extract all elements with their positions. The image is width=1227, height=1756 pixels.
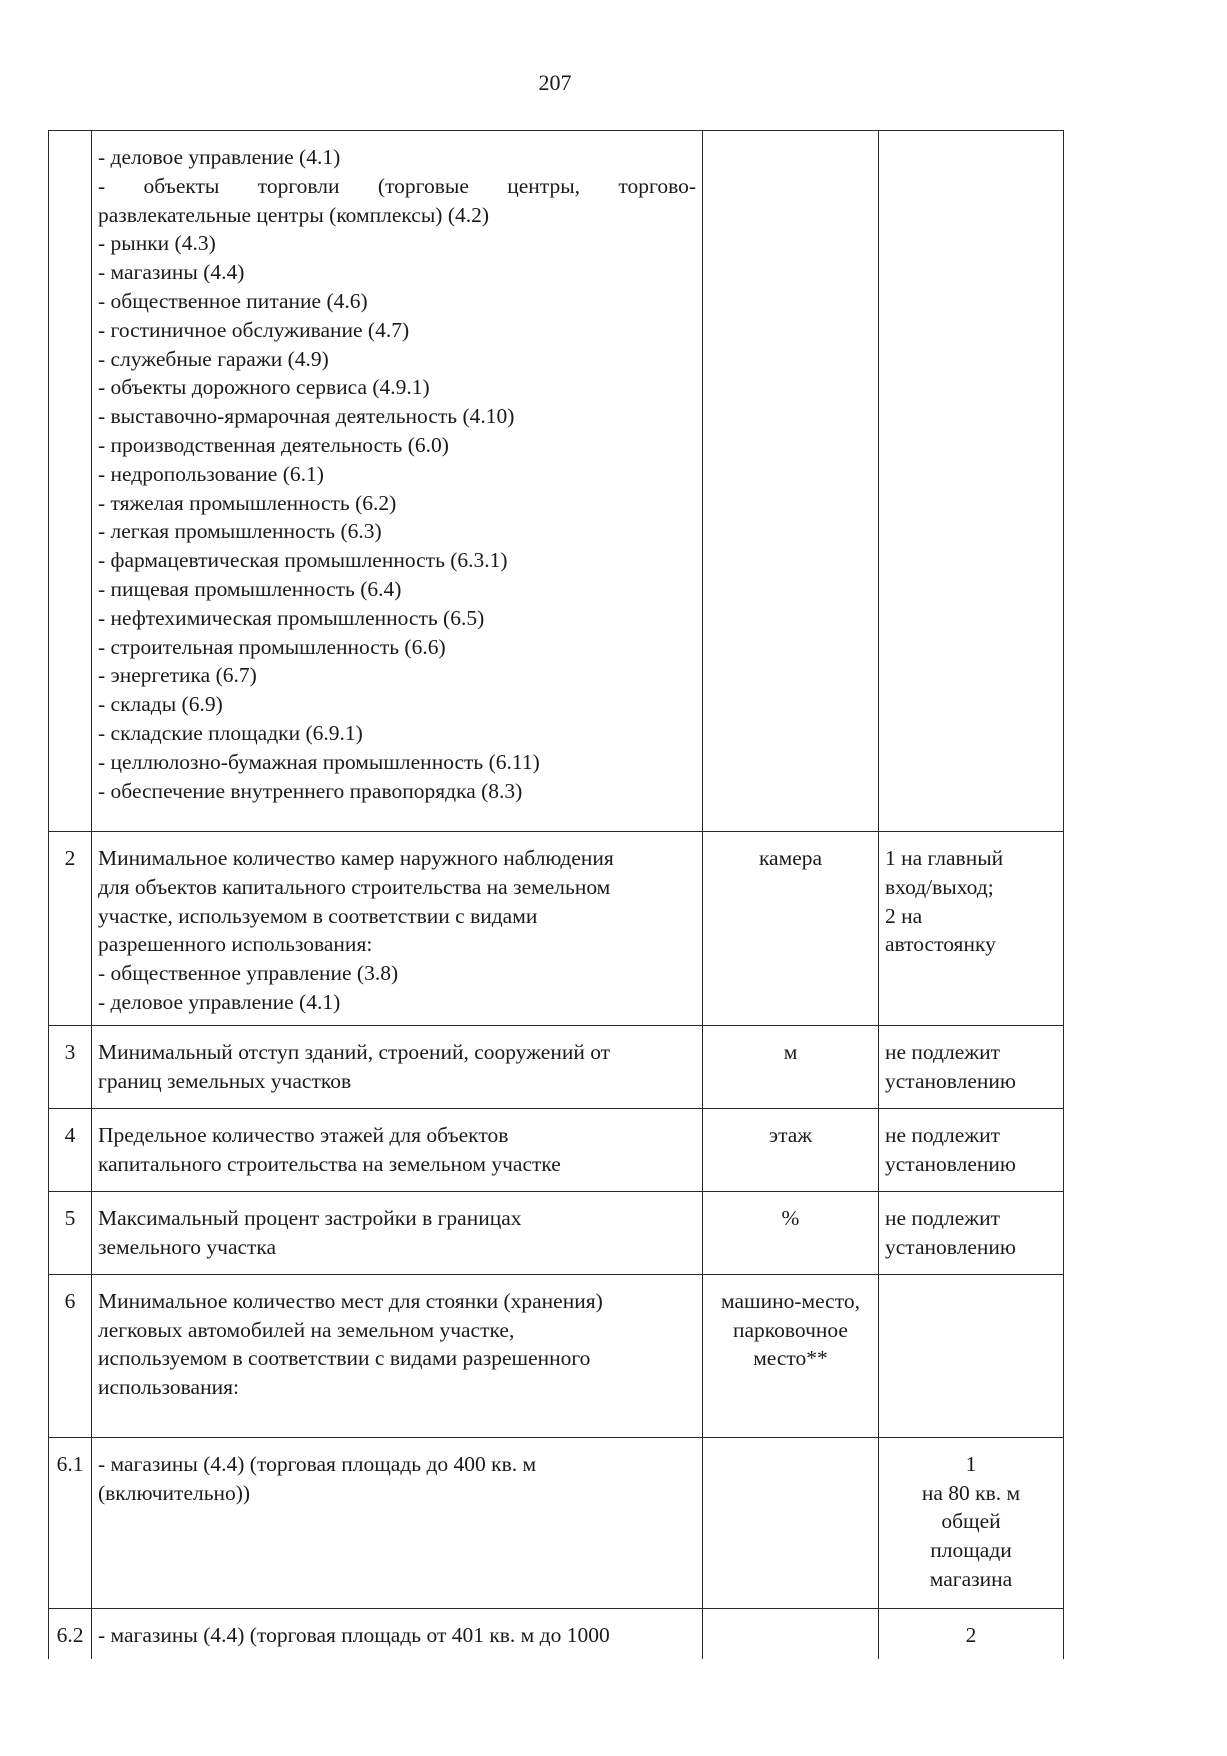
list-item: - гостиничное обслуживание (4.7) — [98, 317, 410, 342]
row-description — [92, 1191, 703, 1274]
row-unit: м — [703, 1025, 879, 1108]
row-unit — [703, 1437, 879, 1608]
description-line: Минимальный отступ зданий, строений, сооружений от — [98, 1039, 611, 1064]
list-item: - строительная промышленность (6.6) — [98, 634, 446, 659]
row-number: 6 — [49, 1274, 92, 1437]
table-row — [49, 1608, 1064, 1659]
row-number: 6.2 — [49, 1608, 92, 1659]
row-value — [879, 1608, 1064, 1659]
list-item: - легкая промышленность (6.3) — [98, 519, 382, 544]
list-item: - обеспечение внутреннего правопорядка (8.3) — [98, 778, 523, 803]
description-line: - магазины (4.4) (торговая площадь от 401 кв. м до 1000 — [98, 1622, 610, 1647]
description-line: Предельное количество этажей для объектов — [98, 1122, 509, 1147]
value-line: установлению — [885, 1151, 1016, 1176]
list-item: - целлюлозно-бумажная промышленность (6.11) — [98, 749, 540, 774]
table-row — [49, 1274, 1064, 1437]
value-line: автостоянку — [885, 932, 996, 957]
table-row — [49, 131, 1064, 832]
unit-line: место** — [753, 1346, 828, 1371]
row-value — [879, 1108, 1064, 1191]
table-row — [49, 1025, 1064, 1108]
row-description — [92, 832, 703, 1026]
description-line: используемом в соответствии с видами разрешенного — [98, 1346, 591, 1371]
row-number: 3 — [49, 1025, 92, 1108]
row-number: 6.1 — [49, 1437, 92, 1608]
list-item: развлекательные центры (комплексы) (4.2) — [98, 202, 490, 227]
value-line: вход/выход; — [885, 874, 994, 899]
list-item: - производственная деятельность (6.0) — [98, 432, 449, 457]
value-line: на 80 кв. м — [921, 1480, 1021, 1505]
list-item: - склады (6.9) — [98, 692, 223, 717]
list-item: - выставочно-ярмарочная деятельность (4.10) — [98, 404, 515, 429]
row-number: 5 — [49, 1191, 92, 1274]
row-description — [92, 1608, 703, 1659]
description-line: разрешенного использования: — [98, 932, 373, 957]
value-line: не подлежит — [885, 1122, 1001, 1147]
list-item: - энергетика (6.7) — [98, 663, 257, 688]
regulations-table — [48, 130, 1064, 1659]
description-line: Минимальное количество камер наружного наблюдения — [98, 846, 614, 870]
description-line: границ земельных участков — [98, 1068, 352, 1093]
description-line: - общественное управление (3.8) — [98, 961, 399, 986]
row-value — [879, 1191, 1064, 1274]
row-unit: % — [703, 1191, 879, 1274]
row-unit — [703, 131, 879, 832]
row-description — [92, 1274, 703, 1437]
value-line: 1 — [965, 1451, 977, 1476]
table-row — [49, 1191, 1064, 1274]
row-description — [92, 131, 703, 832]
list-item: - складские площадки (6.9.1) — [98, 720, 363, 745]
description-line: Максимальный процент застройки в границах — [98, 1205, 522, 1230]
description-line: (включительно)) — [98, 1480, 251, 1505]
row-value — [879, 1437, 1064, 1608]
value-line: магазина — [929, 1566, 1013, 1591]
description-line: - магазины (4.4) (торговая площадь до 400 кв. м — [98, 1451, 537, 1476]
row-value — [879, 1274, 1064, 1437]
list-item: - пищевая промышленность (6.4) — [98, 576, 402, 601]
row-number: 4 — [49, 1108, 92, 1191]
value-line: общей — [941, 1509, 1001, 1534]
value-line: установлению — [885, 1068, 1016, 1093]
list-item: - деловое управление (4.1) — [98, 145, 341, 169]
row-description — [92, 1108, 703, 1191]
list-item: - общественное питание (4.6) — [98, 288, 368, 313]
description-line: земельного участка — [98, 1234, 277, 1259]
unit-line: парковочное — [733, 1317, 848, 1342]
row-description — [92, 1025, 703, 1108]
list-item: - объекты дорожного сервиса (4.9.1) — [98, 375, 430, 400]
row-unit — [703, 1274, 879, 1437]
list-item: - рынки (4.3) — [98, 231, 216, 256]
description-line: для объектов капитального строительства на земельном — [98, 874, 611, 899]
table-row — [49, 1437, 1064, 1608]
row-number: 2 — [49, 832, 92, 1026]
row-description — [92, 1437, 703, 1608]
value-line: площади — [930, 1538, 1012, 1563]
row-unit: этаж — [703, 1108, 879, 1191]
row-unit — [703, 1608, 879, 1659]
table-row — [49, 832, 1064, 1026]
value-line: не подлежит — [885, 1039, 1001, 1064]
list-item: - служебные гаражи (4.9) — [98, 346, 329, 371]
row-value — [879, 832, 1064, 1026]
description-line: - деловое управление (4.1) — [98, 989, 341, 1014]
description-line: использования: — [98, 1375, 239, 1400]
description-line: участке, используемом в соответствии с видами — [98, 903, 538, 928]
value-line: 2 на — [885, 903, 923, 928]
description-line: Минимальное количество мест для стоянки (хранения) — [98, 1288, 603, 1313]
value-line: 1 на главный — [885, 846, 1004, 870]
table-row — [49, 1108, 1064, 1191]
list-item: - нефтехимическая промышленность (6.5) — [98, 605, 485, 630]
unit-line: машино-место, — [721, 1288, 860, 1313]
row-number — [49, 131, 92, 832]
value-line: не подлежит — [885, 1205, 1001, 1230]
value-line: 2 — [965, 1622, 977, 1647]
list-item: - магазины (4.4) — [98, 260, 245, 285]
value-line: установлению — [885, 1234, 1016, 1259]
list-item: - объекты торговли (торговые центры, торгово- — [98, 173, 696, 198]
row-value — [879, 131, 1064, 832]
description-line: легковых автомобилей на земельном участке, — [98, 1317, 515, 1342]
list-item: - недропользование (6.1) — [98, 461, 324, 486]
page-number: 207 — [538, 70, 572, 95]
description-line: капитального строительства на земельном участке — [98, 1151, 561, 1176]
row-unit: камера — [703, 832, 879, 1026]
list-item: - тяжелая промышленность (6.2) — [98, 490, 397, 515]
list-item: - фармацевтическая промышленность (6.3.1) — [98, 548, 508, 573]
row-value — [879, 1025, 1064, 1108]
